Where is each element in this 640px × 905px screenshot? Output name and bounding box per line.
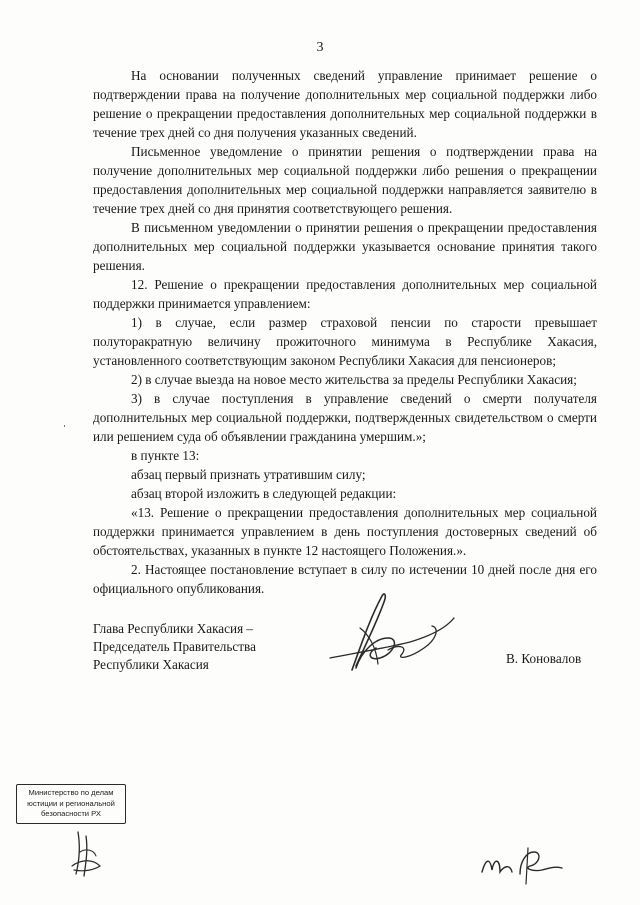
paragraph: 2) в случае выезда на новое место жительства за пределы Республики Хакасия; <box>131 372 577 387</box>
paragraph: абзац второй изложить в следующей редакции: <box>131 486 397 501</box>
signatory-title-line: Глава Республики Хакасия – <box>93 621 254 636</box>
paragraph: 3) в случае поступления в управление сведений о смерти получателя дополнительных мер социальной поддержки, подтвержденных свидетельством о смерти или решением суда об объявлении гражданина умершим.»; <box>93 391 597 444</box>
paragraph: На основании полученных сведений управление принимает решение о подтверждении права на получение дополнительных мер социальной поддержки либо решение о прекращении предоставления дополнительных мер социальной поддержки в течение трех дней со дня получения указанных сведений. <box>93 68 597 140</box>
paragraph: 1) в случае, если размер страховой пенсии по старости превышает полуторакратную величину прожиточного минимума в Республике Хакасия, установленного соответствующим законом Республики Хакасия для пенсионеров; <box>93 315 597 368</box>
signatory-title-line: Республики Хакасия <box>93 657 209 672</box>
handwritten-signature <box>290 588 460 688</box>
ministry-stamp <box>16 784 126 824</box>
paragraph: 2. Настоящее постановление вступает в силу по истечении 10 дней после дня его официального опубликования. <box>93 562 597 596</box>
page-number: 3 <box>316 40 324 55</box>
paragraph: 12. Решение о прекращении предоставления дополнительных мер социальной поддержки принимается управлением: <box>93 277 597 311</box>
stamp-line: юстиции и региональной <box>27 798 115 808</box>
paragraph: абзац первый признать утратившим силу; <box>131 467 366 482</box>
paragraph: «13. Решение о прекращении предоставления дополнительных мер социальной поддержки принимается управлением в день поступления достоверных сведений об обстоятельствах, указанных в пункте 12 настоящего Положения.». <box>93 505 597 558</box>
document-body <box>93 66 597 598</box>
margin-mark <box>64 425 65 427</box>
handwritten-initials-left <box>66 826 106 881</box>
paragraph: В письменном уведомлении о принятии решения о прекращении предоставления дополнительных мер социальной поддержки указывается основание принятия такого решения. <box>93 220 597 273</box>
signatory-name: В. Коновалов <box>506 651 582 666</box>
stamp-line: безопасности РХ <box>41 809 101 818</box>
paragraph: Письменное уведомление о принятии решения о подтверждении права на получение дополнительных мер социальной поддержки либо решения о прекращении предоставления дополнительных мер социальной поддержки направляется заявителю в течение трех дней со дня принятия соответствующего решения. <box>93 144 597 216</box>
paragraph: в пункте 13: <box>131 448 200 463</box>
signatory-title <box>93 620 256 674</box>
stamp-line: Министерство по делам <box>28 788 114 797</box>
handwritten-initials-right <box>476 838 566 888</box>
signatory-title-line: Председатель Правительства <box>93 639 256 654</box>
